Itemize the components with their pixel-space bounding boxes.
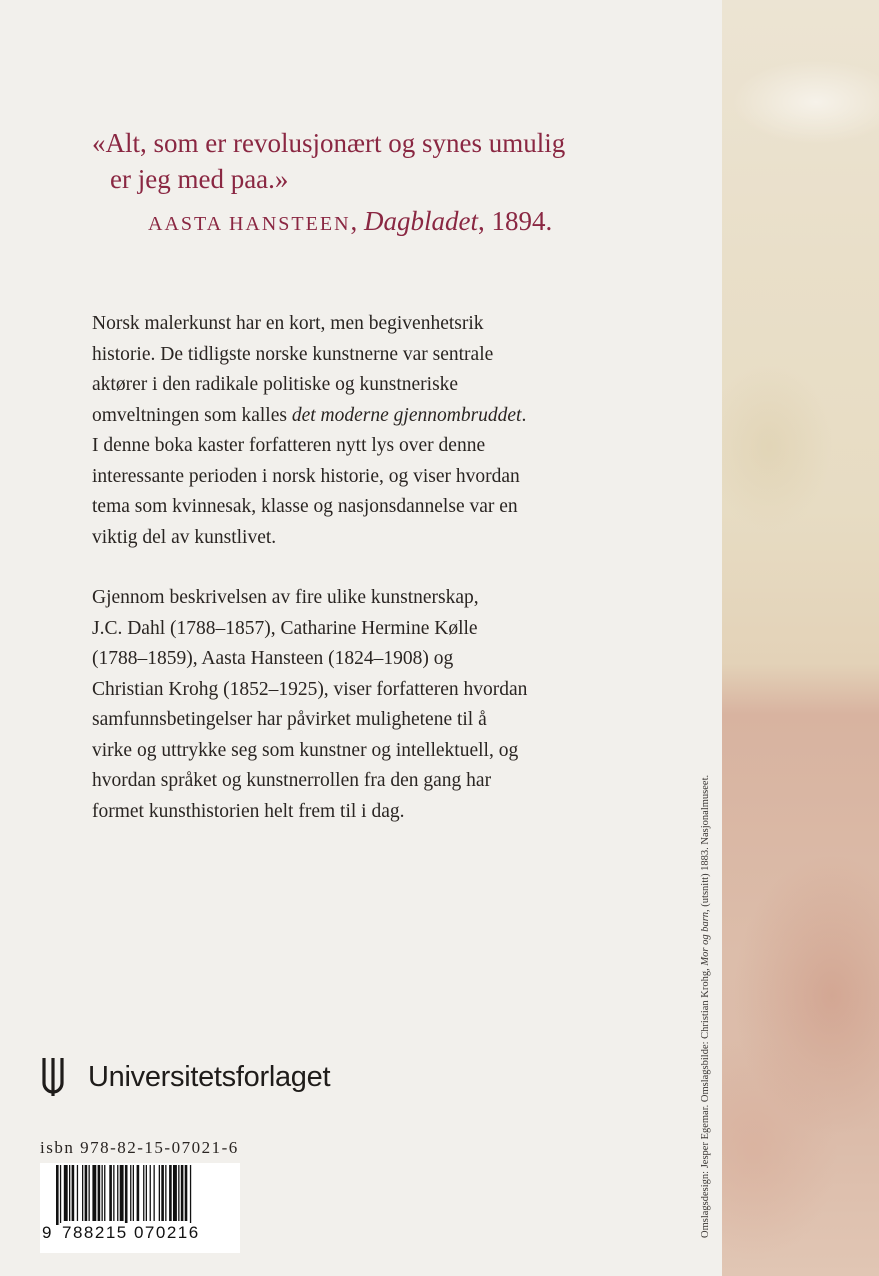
quote-author: AASTA HANSTEEN: [148, 213, 351, 235]
barcode-bar: [137, 1165, 140, 1221]
barcode-bar: [133, 1165, 134, 1221]
barcode-bar: [85, 1165, 88, 1221]
barcode-first-digit: 9: [42, 1223, 52, 1242]
quote-source: Dagbladet: [364, 206, 479, 236]
barcode-bar: [72, 1165, 75, 1221]
barcode-bar: [102, 1165, 103, 1221]
barcode-bar: [143, 1165, 144, 1221]
barcode-bar: [98, 1165, 101, 1221]
barcode-bar: [92, 1165, 96, 1221]
quote-attribution: AASTA HANSTEEN, Dagbladet, 1894.: [148, 206, 553, 236]
barcode-bar: [154, 1165, 155, 1221]
barcode-bar: [120, 1165, 124, 1221]
barcode-bar: [185, 1165, 188, 1221]
barcode-bar: [69, 1165, 70, 1221]
barcode-bar: [117, 1165, 118, 1221]
publisher-block: [40, 1054, 330, 1100]
barcode-bar: [77, 1165, 78, 1221]
barcode-bar: [60, 1165, 61, 1225]
barcode-bar: [130, 1165, 131, 1221]
quote-line-1: «Alt, som er revolusjonært og synes umulig: [92, 128, 566, 158]
barcode-bar: [64, 1165, 68, 1221]
barcode-bar: [169, 1165, 172, 1221]
quote-line-2: er jeg med paa.»: [110, 164, 289, 194]
blurb-paragraph-1: Norsk malerkunst har en kort, men begivenhetsrik historie. De tidligste norske kunstnerne var sentrale aktører i den radikale politiske og kunstneriske omveltningen som kalles det moderne gjennombruddet. I denne boka kaster forfatteren nytt lys over denne interessante perioden i norsk historie, og viser hvordan tema som kvinnesak, klasse og nasjonsdannelse var en viktig del av kunstlivet.: [92, 313, 527, 548]
barcode-digits: 788215 070216: [62, 1223, 200, 1242]
barcode-bar: [146, 1165, 147, 1221]
barcode-bar: [173, 1165, 177, 1221]
barcode-bar: [190, 1165, 191, 1225]
barcode-bars: [40, 1163, 240, 1225]
cover-painting: [722, 0, 879, 1276]
blurb: [92, 309, 652, 827]
barcode: [40, 1163, 240, 1253]
barcode-bar: [161, 1165, 164, 1221]
barcode-bar: [104, 1165, 105, 1221]
barcode-bar: [113, 1165, 114, 1221]
cover-credits: Omslagsdesign: Jesper Egemar. Omslagsbilde: Christian Krohg, Mor og barn, (utsnitt) 1883. Nasjonalmuseet.: [700, 774, 711, 1238]
quote-year: , 1894.: [478, 206, 553, 236]
barcode-bar: [178, 1165, 179, 1221]
barcode-bar: [165, 1165, 166, 1221]
barcode-bar: [159, 1165, 160, 1221]
epigraph-quote: [92, 125, 692, 197]
isbn-label: isbn 978-82-15-07021-6: [40, 1138, 239, 1157]
barcode-bar: [89, 1165, 90, 1221]
barcode-bar: [82, 1165, 83, 1221]
publisher-name: Universitetsforlaget: [88, 1060, 331, 1093]
u-logo-icon: [40, 1056, 66, 1098]
barcode-bar: [150, 1165, 151, 1221]
barcode-bar: [56, 1165, 59, 1225]
blurb-paragraph-2: Gjennom beskrivelsen av fire ulike kunstnerskap, J.C. Dahl (1788–1857), Catharine Hermine Kølle (1788–1859), Aasta Hansteen (1824–1908) og Christian Krohg (1852–1925), viser forfatteren hvordan samfunnsbetingelser har påvirket mulighetene til å virke og uttrykke seg som kunstner og intellektuell, og hvordan språket og kunstnerrollen fra den gang har formet kunsthistorien helt frem til i dag.: [92, 587, 528, 822]
barcode-bar: [181, 1165, 184, 1221]
barcode-bar: [125, 1165, 128, 1225]
barcode-bar: [109, 1165, 112, 1221]
